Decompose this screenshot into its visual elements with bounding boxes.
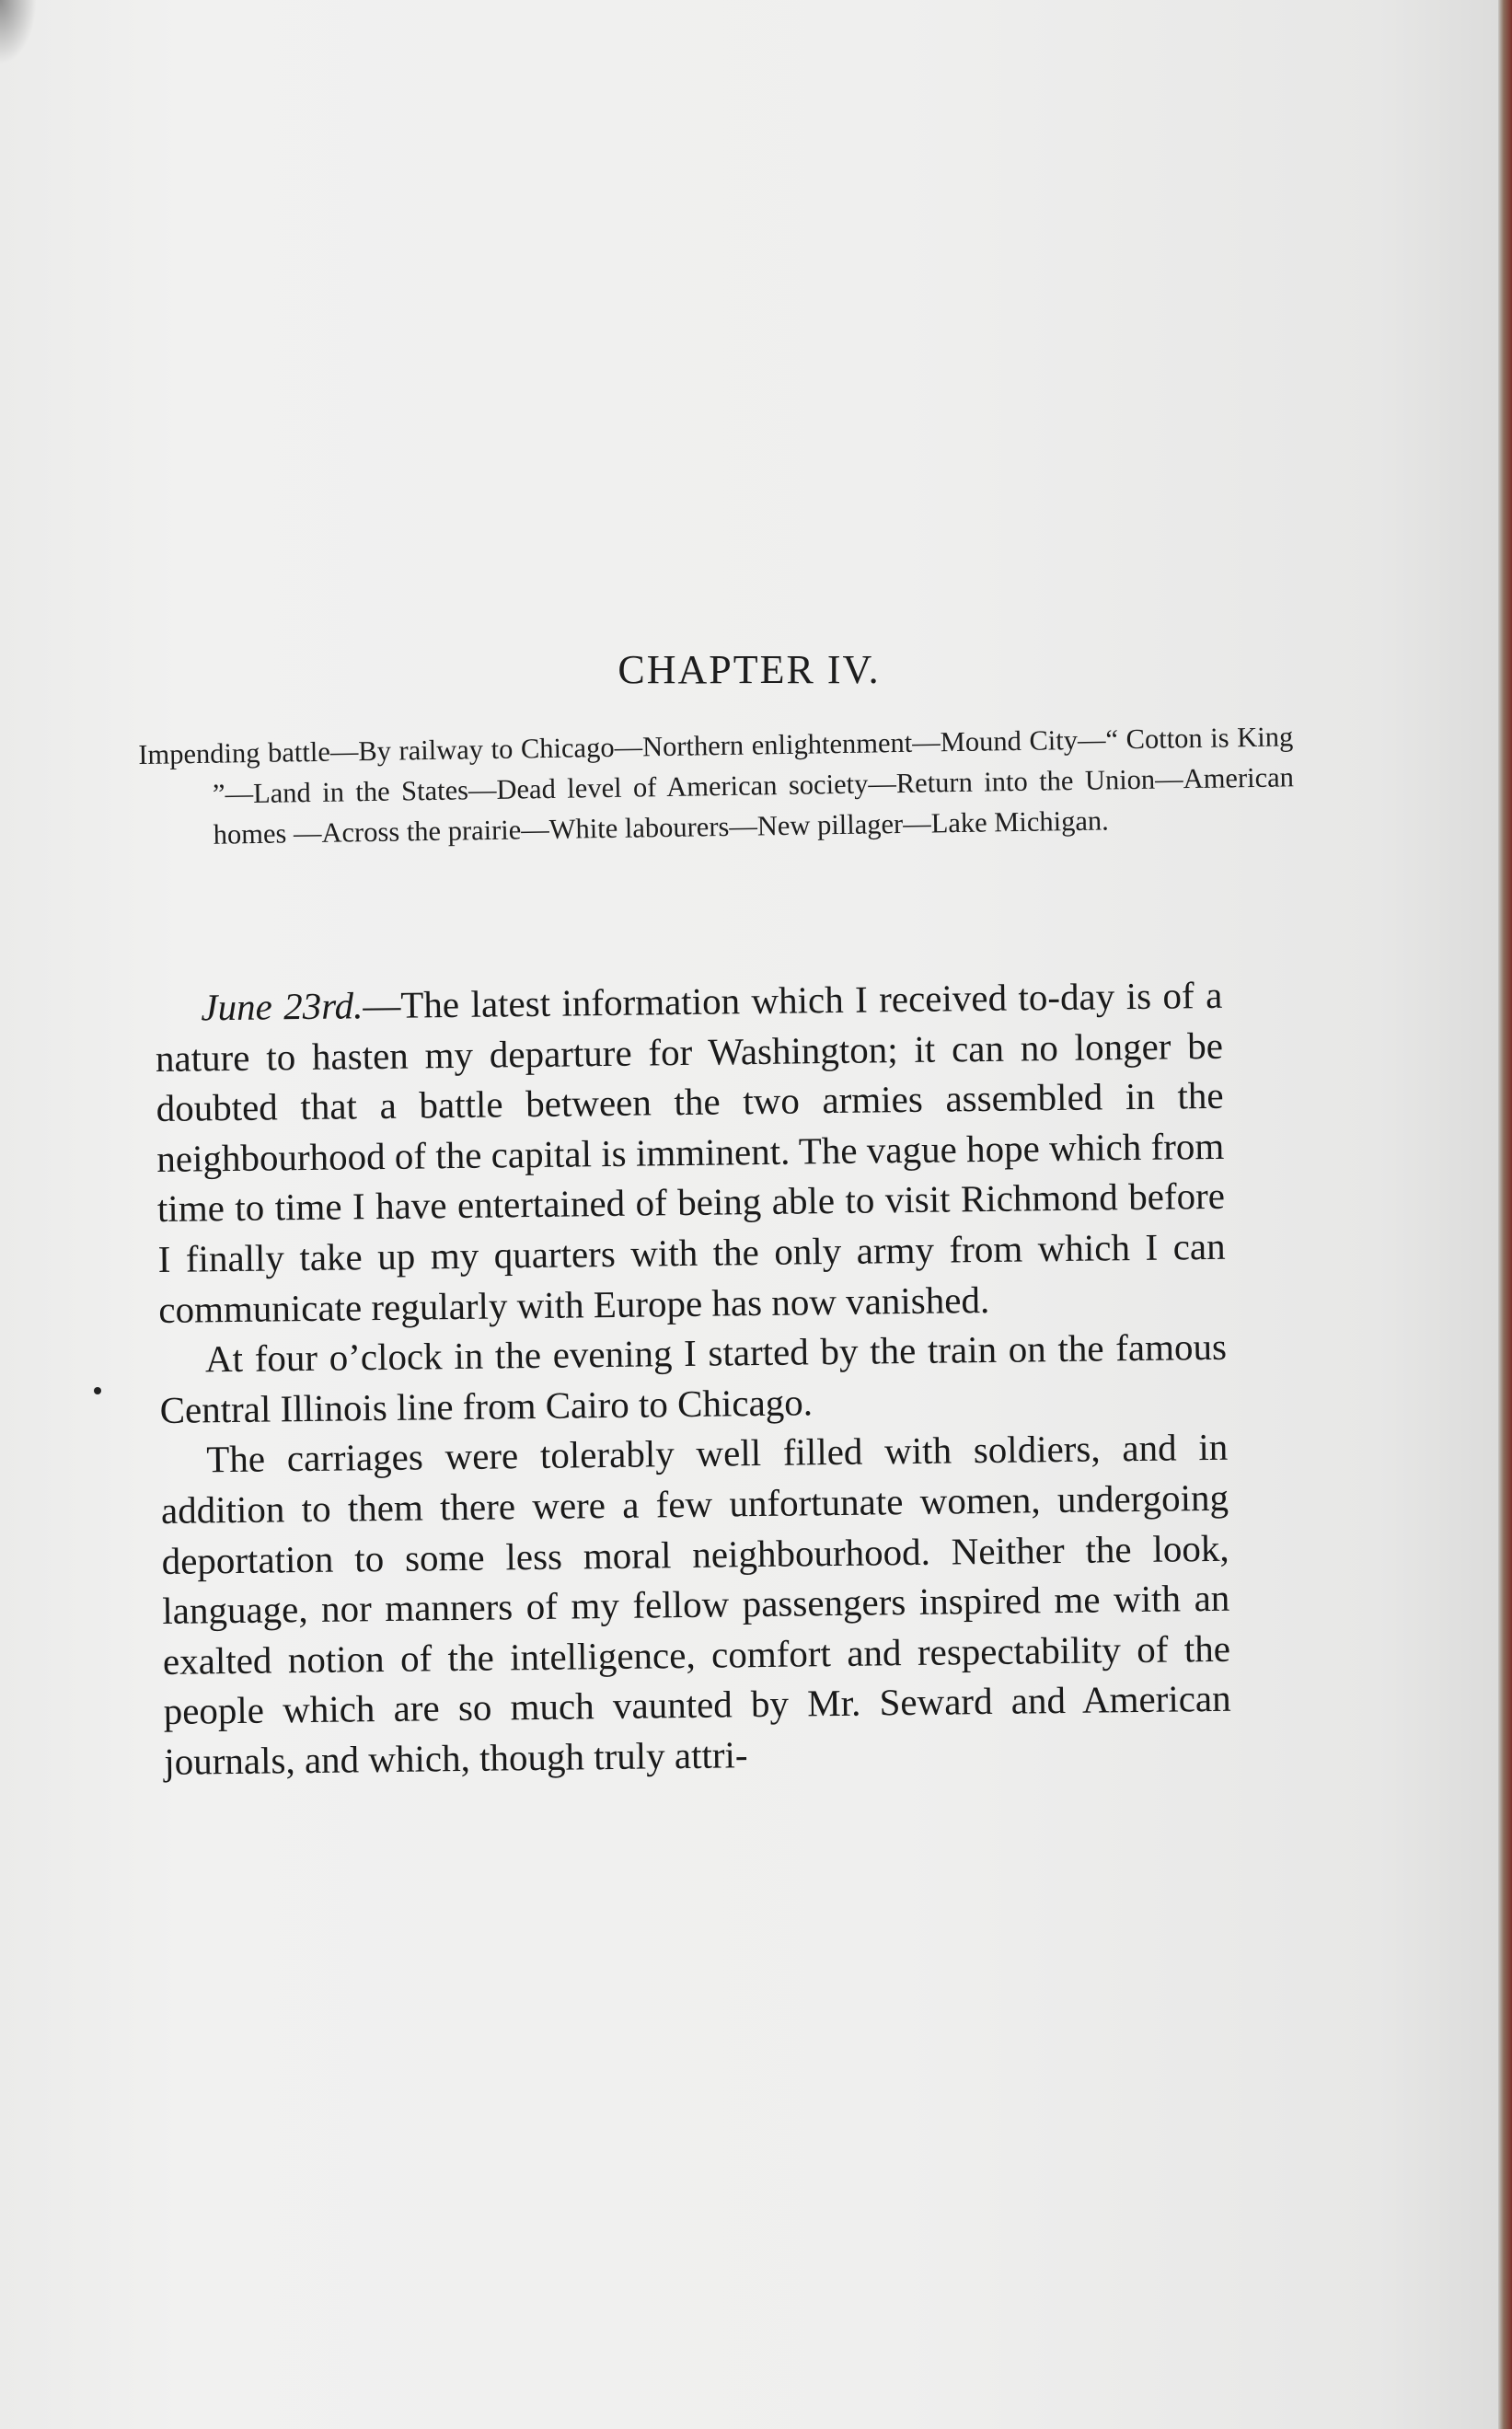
page-corner-mark (0, 0, 37, 64)
paragraph-1-text: —The latest information which I received to-day is of a nature to hasten my departure for Washington; it can no longer be doubted that a battle between the two armies assembled in the neighbourhood of the capital is imminent. The vague hope which from time to time I have entertained of being able to visit Richmond before I finally take up my quarters with the only army from which I can communicate regularly with Europe has now vanished. (155, 973, 1226, 1331)
body-text (155, 970, 1232, 1787)
page-edge (1498, 0, 1512, 2429)
paragraph-2: At four o’clock in the evening I started by the train on the famous Central Illinois line from Cairo to Chicago. (159, 1324, 1228, 1431)
chapter-title: CHAPTER IV. (617, 647, 881, 692)
paragraph-1 (155, 970, 1227, 1335)
ink-speck (94, 1387, 101, 1394)
entry-date: June 23rd. (201, 984, 364, 1029)
paragraph-3: The carriages were tolerably well filled with soldiers, and in addition to them there were a few unfortunate women, undergoing deportation to some less moral neighbourhood. Neither the look, language, nor manners of my fellow passengers inspired me with an exalted notion of the intelligence, comfort and respectability of the people which are so much vaunted by Mr. Seward and American journals, and which, though truly attri- (160, 1426, 1231, 1783)
chapter-summary: Impending battle—By railway to Chicago—Northern enlightenment—Mound City—“ Cotton is King ”—Land in the States—Dead level of American society—Return into the Union—American homes —Across the prairie—White labourers—New pillager—Lake Michigan. (138, 721, 1295, 850)
